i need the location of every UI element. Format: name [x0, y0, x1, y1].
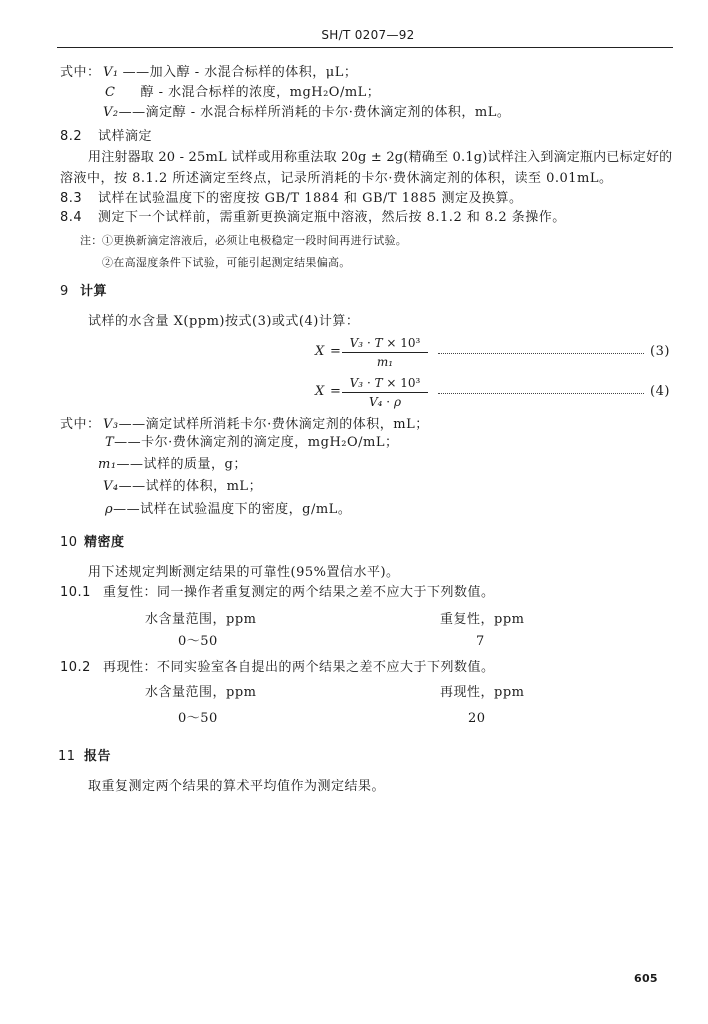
section-number: 11 [58, 749, 76, 764]
denominator-term: V₄ [369, 395, 383, 409]
note-item: ②在高湿度条件下试验，可能引起测定结果偏高。 [102, 256, 351, 269]
fraction-bar [342, 392, 428, 393]
where-lead: 式中： [60, 65, 101, 80]
variable-symbol: V₃ [103, 417, 119, 432]
table-cell: 20 [468, 711, 486, 726]
variable-symbol: C [105, 85, 116, 100]
formula-numerator [340, 375, 430, 391]
variable-symbol: ρ [105, 502, 114, 517]
where-item [105, 85, 380, 101]
variable-description: ——滴定醇 - 水混合标样所消耗的卡尔·费休滴定剂的体积，mL。 [118, 105, 511, 120]
paragraph-line: 溶液中，按 8.1.2 所述滴定至终点，记录所消耗的卡尔·费休滴定剂的体积，读至 0.01mL。 [60, 171, 613, 186]
paragraph-line: 用注射器取 20 - 25mL 试样或用称重法取 20g ± 2g(精确至 0.1g)试样注入到滴定瓶内已标定好的 [88, 150, 673, 165]
where-item [105, 435, 399, 451]
numerator-term: · [363, 336, 375, 350]
formula-lhs: X [315, 384, 325, 399]
dot-leader [438, 353, 644, 354]
section-text: 试样在试验温度下的密度按 GB/T 1884 和 GB/T 1885 测定及换算。 [98, 191, 523, 206]
variable-description: ——试样的体积，mL； [118, 479, 263, 494]
header-rule [57, 47, 673, 48]
where-item [105, 502, 351, 518]
section-text: 再现性：不同实验室各自提出的两个结果之差不应大于下列数值。 [103, 660, 495, 675]
variable-symbol: m₁ [98, 457, 117, 472]
standard-code-header: SH/T 0207—92 [321, 28, 415, 42]
formula-4 [310, 374, 435, 412]
table-cell: 0～50 [178, 634, 218, 649]
section-text: 重复性：同一操作者重复测定的两个结果之差不应大于下列数值。 [103, 585, 495, 600]
variable-symbol: V₄ [103, 479, 119, 494]
section-text: 测定下一个试样前，需重新更换滴定瓶中溶液，然后按 8.1.2 和 8.2 条操作。 [98, 210, 566, 225]
table-cell: 7 [476, 634, 485, 649]
table-header-cell: 再现性，ppm [440, 685, 525, 700]
section-number: 8.3 [60, 191, 83, 206]
numerator-term: × 10³ [382, 376, 421, 390]
fraction-bar [342, 352, 428, 353]
section-title: 精密度 [84, 535, 125, 550]
section-intro: 用下述规定判断测定结果的可靠性(95%置信水平)。 [88, 565, 400, 580]
formula-equals: = [330, 384, 341, 399]
section-number: 9 [60, 284, 69, 299]
where-item [103, 65, 357, 81]
variable-symbol: T [105, 435, 115, 450]
variable-symbol: V₁ [103, 65, 119, 80]
table-header-cell: 水含量范围，ppm [145, 685, 257, 700]
denominator-term: ρ [393, 395, 401, 409]
formula-denominator [340, 394, 430, 410]
section-number: 10.1 [60, 585, 91, 600]
variable-description: ——加入醇 - 水混合标样的体积，μL； [122, 65, 358, 80]
table-header-cell: 重复性，ppm [440, 612, 525, 627]
section-number: 8.2 [60, 129, 83, 144]
section-intro: 试样的水含量 X(ppm)按式(3)或式(4)计算： [88, 314, 360, 329]
where-item [103, 105, 510, 121]
variable-description: 醇 - 水混合标样的浓度，mgH₂O/mL； [140, 85, 381, 100]
note-item: ①更换新滴定溶液后，必须让电极稳定一段时间再进行试验。 [102, 234, 408, 247]
section-number: 10.2 [60, 660, 91, 675]
denominator-term: m₁ [376, 355, 394, 369]
section-number: 10 [60, 535, 78, 550]
table-cell: 0～50 [178, 711, 218, 726]
section-title: 试样滴定 [98, 129, 153, 144]
where-item [103, 417, 429, 433]
where-item [103, 479, 262, 495]
formula-denominator [340, 354, 430, 370]
section-number: 8.4 [60, 210, 83, 225]
numerator-term: V₃ [349, 336, 364, 350]
formula-lhs: X [315, 344, 325, 359]
formula-numerator [340, 335, 430, 351]
numerator-term: T [374, 336, 383, 350]
equation-number: (4) [650, 384, 670, 399]
formula-equals: = [330, 344, 341, 359]
section-text: 取重复测定两个结果的算术平均值作为测定结果。 [88, 779, 386, 794]
variable-description: ——试样在试验温度下的密度，g/mL。 [113, 502, 352, 517]
variable-description: ——试样的质量，g； [116, 457, 247, 472]
numerator-term: T [374, 376, 383, 390]
denominator-term: · [382, 395, 394, 409]
dot-leader [438, 393, 644, 394]
variable-description: ——滴定试样所消耗卡尔·费休滴定剂的体积，mL； [118, 417, 429, 432]
numerator-term: · [363, 376, 375, 390]
table-header-cell: 水含量范围，ppm [145, 612, 257, 627]
numerator-term: × 10³ [382, 336, 421, 350]
where-lead: 式中： [60, 417, 101, 432]
where-item [98, 457, 247, 473]
page-number: 605 [634, 972, 658, 985]
variable-symbol: V₂ [103, 105, 119, 120]
equation-number: (3) [650, 344, 670, 359]
variable-description: ——卡尔·费休滴定剂的滴定度，mgH₂O/mL； [114, 435, 399, 450]
numerator-term: V₃ [349, 376, 364, 390]
formula-3 [310, 334, 435, 372]
section-title: 报告 [84, 749, 112, 764]
section-title: 计算 [80, 284, 108, 299]
note-lead: 注： [80, 234, 103, 247]
